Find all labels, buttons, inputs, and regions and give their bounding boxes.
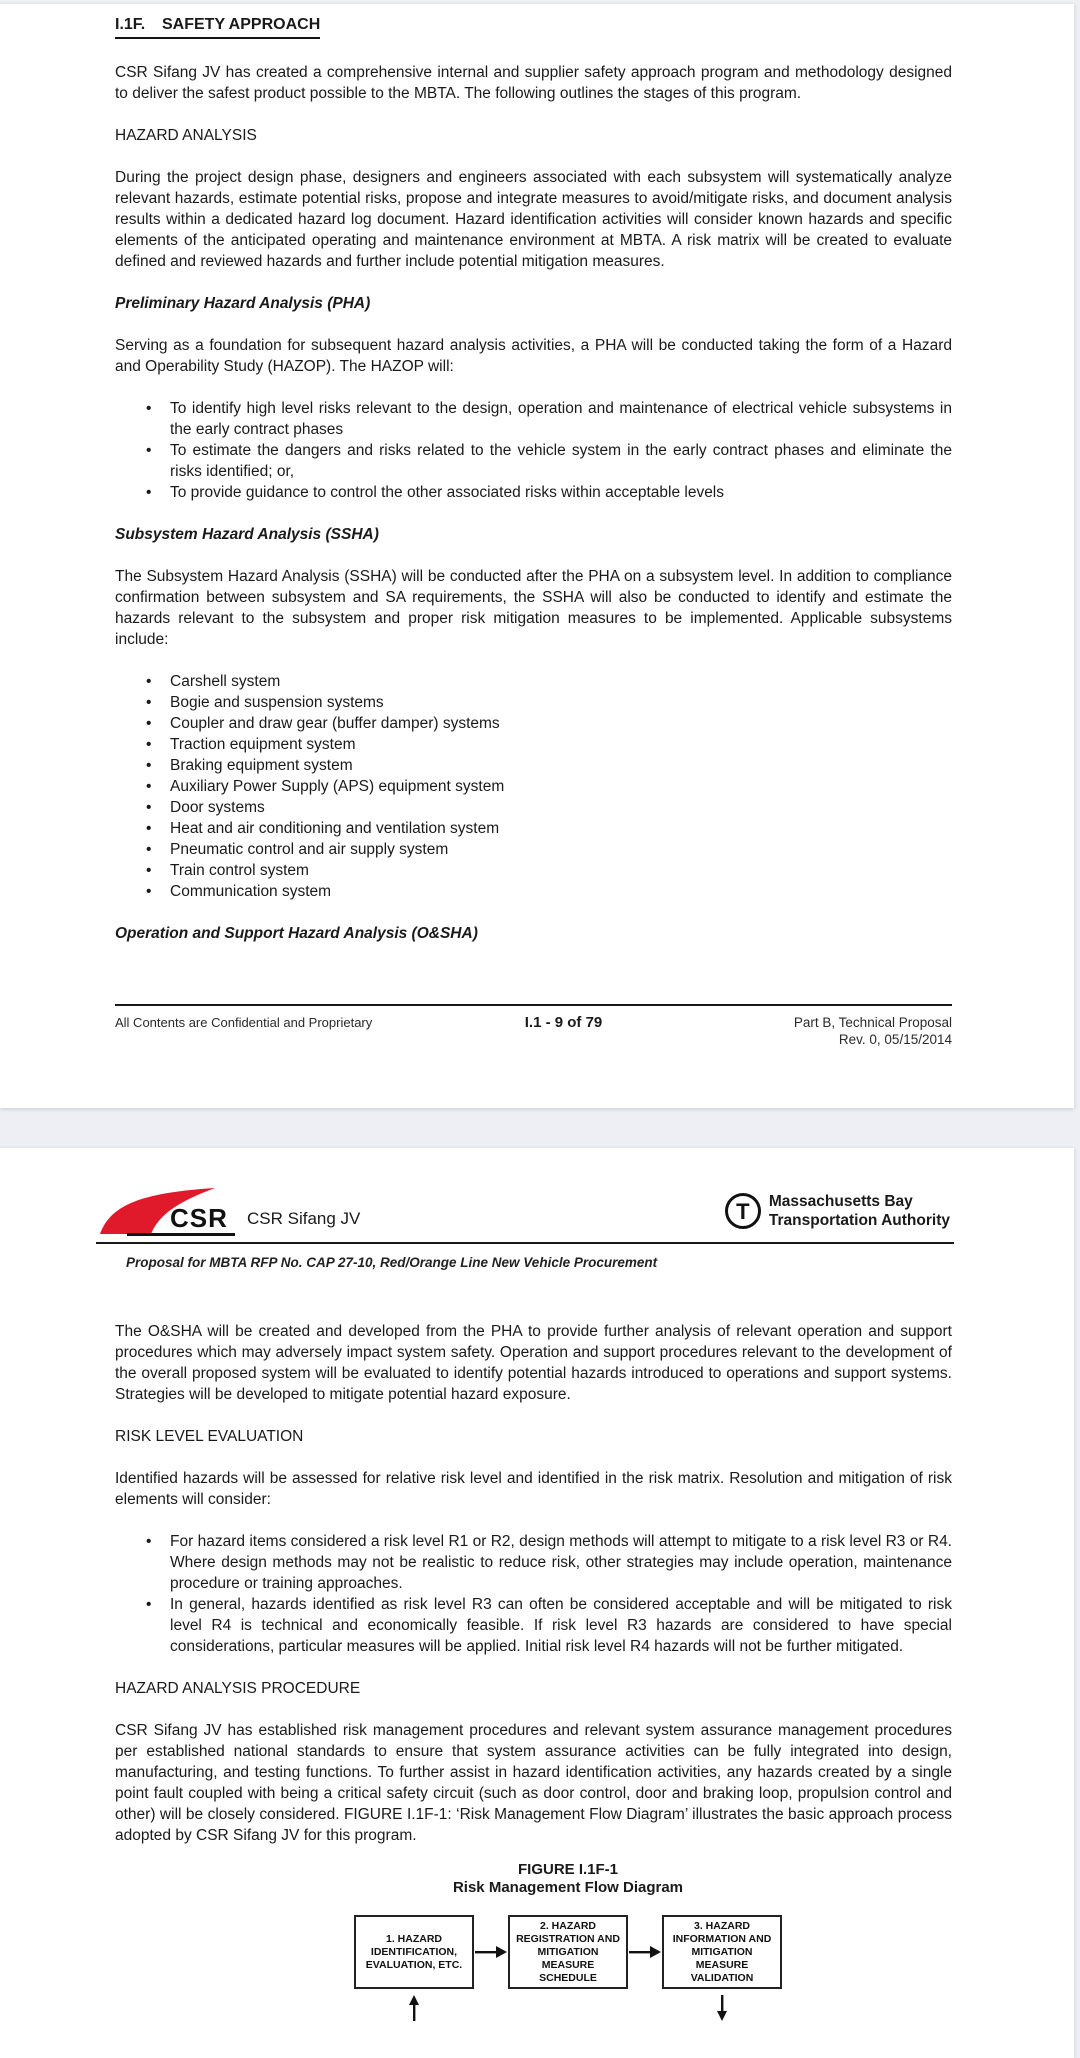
risk-level-evaluation-paragraph: Identified hazards will be assessed for relative risk level and identified in the risk matrix. Resolution and mitigation of risk elements will consider: xyxy=(115,1470,952,1508)
csr-wordmark: CSR xyxy=(170,1203,228,1233)
list-item: • Pneumatic control and air supply system xyxy=(115,839,952,860)
hazard-analysis-procedure-heading: HAZARD ANALYSIS PROCEDURE xyxy=(115,1680,361,1697)
list-item: • Traction equipment system xyxy=(115,734,952,755)
section-title-text: SAFETY APPROACH xyxy=(162,16,321,33)
proposal-reference-line: Proposal for MBTA RFP No. CAP 27-10, Red/Orange Line New Vehicle Procurement xyxy=(126,1255,658,1270)
page-2 xyxy=(0,1148,1074,2058)
list-item: • Bogie and suspension systems xyxy=(115,692,952,713)
arrow-up-icon xyxy=(408,1995,420,2021)
page-2-header xyxy=(0,1148,1074,1273)
list-item: • Door systems xyxy=(115,797,952,818)
hazard-analysis-heading: HAZARD ANALYSIS xyxy=(115,127,257,144)
list-item: • To provide guidance to control the other associated risks within acceptable levels xyxy=(115,482,952,503)
footer-page-number: I.1 - 9 of 79 xyxy=(524,1014,603,1031)
list-item: • In general, hazards identified as risk level R3 can often be considered acceptable and will be mitigated to risk level R4 is technical and economically feasible. If risk level R3 hazards are considered to have special considerations, particular measures will be applied. Initial risk level R4 hazards will not be further mitigated. xyxy=(115,1594,952,1657)
list-item: • For hazard items considered a risk level R1 or R2, design methods will attempt to mitigate to a risk level R3 or R4. Where design methods may not be realistic to reduce risk, other strategies may include operation, maintenance procedure or training approaches. xyxy=(115,1531,952,1594)
osha-heading: Operation and Support Hazard Analysis (O&SHA) xyxy=(115,925,478,942)
footer-confidentiality-note: All Contents are Confidential and Proprietary xyxy=(115,1015,373,1030)
pha-bullet-list xyxy=(115,398,952,503)
hazard-analysis-paragraph: During the project design phase, designers and engineers associated with each subsystem will systematically analyze relevant hazards, estimate potential risks, propose and integrate measures to avoid/mitigate risks, and document analysis results within a dedicated hazard log document. Hazard identification activities will consider known hazards and specific elements of the anticipated operating and maintenance environment at MBTA. A risk matrix will be created to evaluate defined and reviewed hazards and further include potential mitigation measures. xyxy=(115,169,952,270)
ssha-bullet-list xyxy=(115,671,952,902)
csr-wordmark-underline xyxy=(127,1233,235,1236)
arrow-right-icon xyxy=(475,1945,507,1959)
footer-document-info xyxy=(692,1014,952,1048)
intro-paragraph: CSR Sifang JV has created a comprehensive internal and supplier safety approach program and methodology designed to deliver the safest product possible to the MBTA. The following outlines the stages of this program. xyxy=(115,64,952,102)
risk-management-flow-diagram xyxy=(228,1861,908,2021)
mbta-logo xyxy=(725,1192,950,1230)
page-1-footer xyxy=(115,1004,952,1048)
section-heading-safety-approach xyxy=(115,14,952,39)
footer-revision-label: Rev. 0, 05/15/2014 xyxy=(838,1032,952,1047)
flow-box-hazard-identification: 1. HAZARD IDENTIFICATION, EVALUATION, ETC. xyxy=(354,1915,474,1989)
header-divider xyxy=(96,1242,954,1244)
mbta-t-icon: T xyxy=(725,1193,761,1229)
list-item: • To identify high level risks relevant to the design, operation and maintenance of electrical vehicle subsystems in the early contract phases xyxy=(115,398,952,440)
pha-heading: Preliminary Hazard Analysis (PHA) xyxy=(115,295,371,312)
hazard-analysis-procedure-paragraph: CSR Sifang JV has established risk management procedures and relevant system assurance management procedures per established national standards to ensure that system assurance activities can be fully integrated into design, manufacturing, and testing functions. To further assist in hazard identification activities, any hazards created by a single point fault coupled with being a critical safety circuit (such as door control, door and braking loop, propulsion control and other) will be closely considered. FIGURE I.1F-1: ‘Risk Management Flow Diagram’ illustrates the basic approach process adopted by CSR Sifang JV for this program. xyxy=(115,1722,952,1844)
mbta-name-line-1: Massachusetts Bay xyxy=(768,1193,913,1210)
header-logo-row xyxy=(100,1188,950,1238)
list-item: • Communication system xyxy=(115,881,952,902)
list-item: • Train control system xyxy=(115,860,952,881)
list-item: • Braking equipment system xyxy=(115,755,952,776)
osha-paragraph: The O&SHA will be created and developed from the PHA to provide further analysis of relevant operation and support procedures which may adversely impact system safety. Operation and support procedures relevant to the development of the overall proposed system will be evaluated to identify potential hazards introduced to operations and support systems. Strategies will be developed to mitigate potential hazard exposure. xyxy=(115,1323,952,1403)
page-2-content xyxy=(0,1321,1074,2021)
section-number: I.1F. xyxy=(115,16,146,33)
section-heading-underline xyxy=(115,14,320,39)
ssha-heading: Subsystem Hazard Analysis (SSHA) xyxy=(115,526,379,543)
list-item: • Coupler and draw gear (buffer damper) systems xyxy=(115,713,952,734)
figure-label: FIGURE I.1F-1 xyxy=(517,1861,618,1878)
page-1 xyxy=(0,4,1074,1108)
arrow-right-icon xyxy=(629,1945,661,1959)
flow-feedback-arrows xyxy=(228,1995,908,2021)
csr-logo xyxy=(100,1188,460,1238)
flow-diagram-row xyxy=(228,1915,908,1989)
risk-level-evaluation-heading: RISK LEVEL EVALUATION xyxy=(115,1428,304,1445)
mbta-name xyxy=(769,1192,950,1230)
ssha-paragraph: The Subsystem Hazard Analysis (SSHA) will be conducted after the PHA on a subsystem level. In addition to compliance confirmation between subsystem and SA requirements, the SSHA will also be conducted to identify and estimate the hazards relevant to the subsystem and proper risk mitigation measures to be implemented. Applicable subsystems include: xyxy=(115,568,952,648)
list-item: • To estimate the dangers and risks related to the vehicle system in the early contract phases and eliminate the risks identified; or, xyxy=(115,440,952,482)
mbta-name-line-2: Transportation Authority xyxy=(768,1212,950,1229)
pha-paragraph: Serving as a foundation for subsequent hazard analysis activities, a PHA will be conducted taking the form of a Hazard and Operability Study (HAZOP). The HAZOP will: xyxy=(115,337,952,375)
footer-row xyxy=(115,1006,952,1048)
page-1-content xyxy=(0,4,1074,944)
csr-company-name: CSR Sifang JV xyxy=(247,1209,361,1228)
figure-title: Risk Management Flow Diagram xyxy=(452,1879,684,1896)
flow-box-hazard-information: 3. HAZARD INFORMATION AND MITIGATION MEASURE VALIDATION xyxy=(662,1915,782,1989)
flow-box-hazard-registration: 2. HAZARD REGISTRATION AND MITIGATION MEASURE SCHEDULE xyxy=(508,1915,628,1989)
arrow-down-icon xyxy=(716,1995,728,2021)
list-item: • Heat and air conditioning and ventilation system xyxy=(115,818,952,839)
list-item: • Carshell system xyxy=(115,671,952,692)
list-item: • Auxiliary Power Supply (APS) equipment system xyxy=(115,776,952,797)
risk-bullet-list xyxy=(115,1531,952,1657)
footer-part-label: Part B, Technical Proposal xyxy=(793,1015,952,1030)
